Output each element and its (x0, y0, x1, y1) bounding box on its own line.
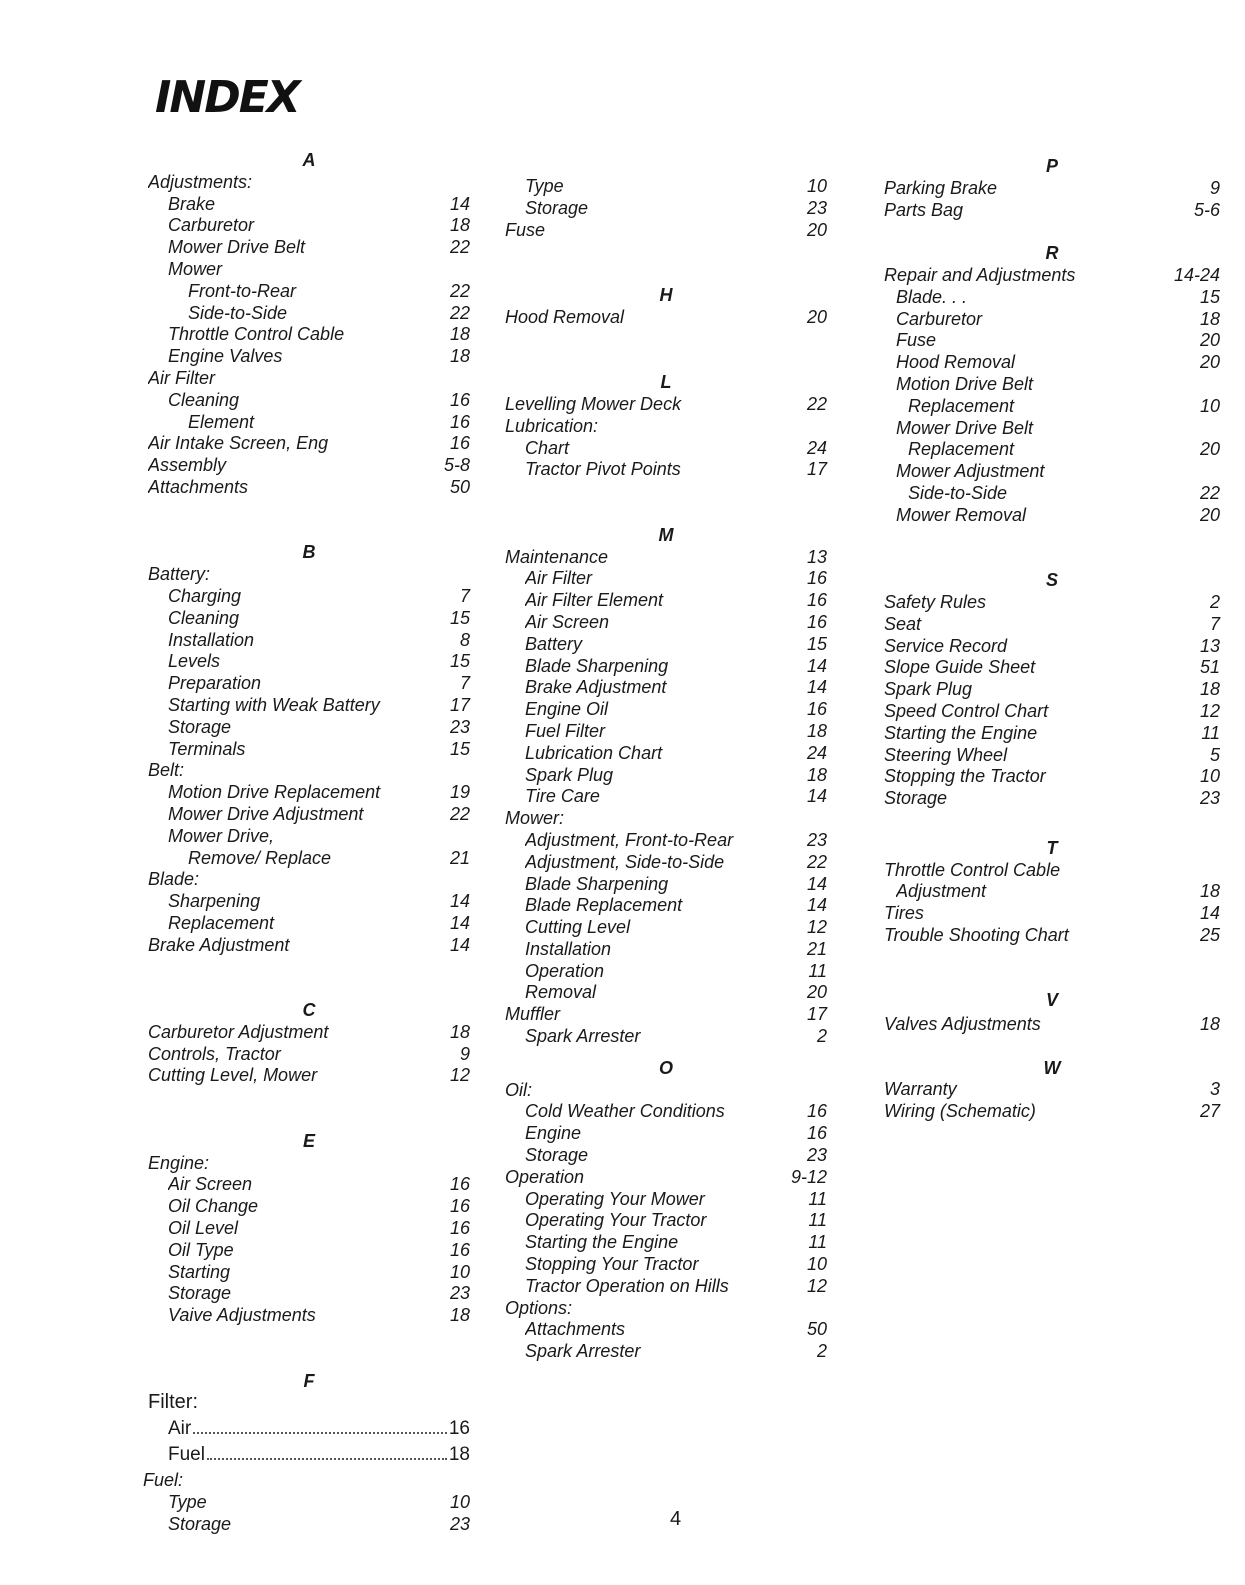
index-entry: Repair and Adjustments 14-24 (884, 264, 1220, 285)
section-letter-w: W (1043, 1057, 1061, 1078)
index-entry: Muffler 17 (505, 1004, 827, 1025)
index-entry: Charging 7 (168, 585, 470, 606)
index-entry: Blade Sharpening 14 (525, 655, 827, 676)
index-entry: Front-to-Rear 22 (188, 280, 470, 301)
index-entry: Lubrication Chart 24 (525, 742, 827, 763)
index-entry: Fuse 20 (505, 219, 827, 240)
index-entry: Wiring (Schematic) 27 (884, 1101, 1220, 1122)
index-entry: Engine Valves 18 (168, 346, 470, 367)
index-entry: Cutting Level 12 (525, 917, 827, 938)
index-entry: Chart 24 (525, 437, 827, 458)
index-entry: Air 16 (168, 1418, 470, 1440)
index-entry: Operation 11 (525, 960, 827, 981)
index-entry: Preparation 7 (168, 673, 470, 694)
index-entry: Mower Adjustment (896, 461, 1045, 482)
index-entry: Fuel 18 (168, 1444, 470, 1466)
index-entry: Slope Guide Sheet 51 (884, 657, 1220, 678)
index-column-1 (143, 150, 470, 1536)
index-entry: Valves Adjustments 18 (884, 1014, 1220, 1035)
index-entry: Storage 23 (168, 1514, 470, 1535)
index-entry: Mower Drive Belt (896, 417, 1034, 438)
index-entry: Lubrication: (505, 415, 599, 436)
index-entry: Brake 14 (168, 193, 470, 214)
section-letter-c: C (302, 1000, 316, 1021)
index-entry: Adjustment 18 (896, 881, 1220, 902)
index-entry: Carburetor 18 (168, 215, 470, 236)
index-entry: Oil: (505, 1079, 532, 1100)
index-entry: Oil Level 16 (168, 1218, 470, 1239)
section-letter-l: L (660, 372, 672, 393)
index-entry: Mower Drive, (168, 825, 275, 846)
section-letter-r: R (1045, 243, 1059, 264)
section-letter-s: S (1045, 570, 1058, 591)
section-letter-v: V (1045, 990, 1058, 1011)
index-entry: Adjustments: (148, 171, 253, 192)
index-entry: Tires 14 (884, 903, 1220, 924)
index-entry: Type 10 (525, 176, 827, 196)
index-entry: Carburetor Adjustment 18 (148, 1021, 470, 1042)
index-entry: Air Screen 16 (168, 1174, 470, 1195)
page-number: 4 (670, 1508, 682, 1530)
index-entry: Mower Removal 20 (896, 504, 1220, 525)
index-entry: Maintenance 13 (505, 546, 827, 567)
index-entry: Blade Replacement 14 (525, 895, 827, 916)
index-entry: Tractor Pivot Points 17 (525, 459, 827, 480)
index-entry: Throttle Control Cable 18 (168, 324, 470, 345)
index-entry: Battery: (148, 564, 211, 585)
index-entry: Brake Adjustment 14 (148, 934, 470, 955)
index-entry: Parts Bag 5-6 (884, 199, 1220, 220)
index-entry: Storage 23 (525, 197, 827, 218)
index-entry: Mower Drive Belt 22 (168, 237, 470, 258)
index-entry: Steering Wheel 5 (884, 744, 1220, 765)
index-entry: Storage 23 (168, 1283, 470, 1304)
section-letter-m: M (658, 524, 674, 545)
index-entry: Starting the Engine 11 (525, 1232, 827, 1253)
index-entry: Replacement 10 (908, 395, 1220, 416)
index-entry: Stopping the Tractor 10 (884, 766, 1220, 787)
index-entry: Storage 23 (884, 788, 1220, 809)
page-title: INDEX (155, 72, 299, 123)
section-letter-f: F (303, 1370, 315, 1391)
index-entry: Spark Plug 18 (525, 764, 827, 785)
section-letter-o: O (658, 1057, 673, 1078)
index-entry: Speed Control Chart 12 (884, 700, 1220, 721)
index-entry: Tire Care 14 (525, 786, 827, 807)
index-entry: Brake Adjustment 14 (525, 677, 827, 698)
index-column-2 (505, 176, 827, 1363)
index-entry: Attachments 50 (525, 1319, 827, 1340)
index-entry: Blade: (148, 869, 200, 890)
index-entry: Hood Removal 20 (505, 306, 827, 327)
index-entry: Blade. . . 15 (896, 286, 1220, 307)
index-entry: Adjustment, Front-to-Rear 23 (525, 829, 827, 850)
index-entry: Sharpening 14 (168, 891, 470, 912)
index-entry: Air Filter 16 (525, 568, 827, 589)
index-entry: Removal 20 (525, 982, 827, 1003)
index-entry: Motion Drive Replacement 19 (168, 782, 470, 803)
index-entry: Remove/ Replace 21 (188, 847, 470, 868)
index-entry: Throttle Control Cable (884, 859, 1061, 880)
index-entry: Oil Change 16 (168, 1196, 470, 1217)
index-entry: Air Filter Element 16 (525, 590, 827, 611)
index-entry: Fuel: (143, 1470, 184, 1491)
index-entry: Cold Weather Conditions 16 (525, 1101, 827, 1122)
index-column-3 (884, 156, 1220, 1123)
index-entry: Levels 15 (168, 651, 470, 672)
index-entry: Assembly 5-8 (148, 455, 470, 476)
index-entry: Replacement 20 (908, 439, 1220, 460)
index-entry: Fuse 20 (896, 330, 1220, 351)
section-letter-h: H (659, 284, 673, 305)
index-entry: Spark Arrester 2 (525, 1341, 827, 1362)
section-letter-t: T (1046, 837, 1058, 858)
index-entry: Mower (168, 258, 223, 279)
index-entry: Motion Drive Belt (896, 373, 1034, 394)
index-entry: Engine Oil 16 (525, 699, 827, 720)
index-entry: Air Filter (148, 367, 215, 388)
index-entry: Stopping Your Tractor 10 (525, 1254, 827, 1275)
index-entry: Cleaning 15 (168, 607, 470, 628)
index-entry: Vaive Adjustments 18 (168, 1305, 470, 1326)
index-entry: Element 16 (188, 411, 470, 432)
index-entry: Oil Type 16 (168, 1239, 470, 1260)
index-entry: Terminals 15 (168, 738, 470, 759)
index-entry: Warranty 3 (884, 1079, 1220, 1100)
index-entry: Starting the Engine 11 (884, 722, 1220, 743)
section-letter-a: A (302, 150, 316, 170)
index-entry: Controls, Tractor 9 (148, 1043, 470, 1064)
index-entry: Filter: (148, 1392, 198, 1414)
section-letter-b: B (302, 542, 316, 563)
index-entry: Storage 23 (168, 716, 470, 737)
index-entry: Hood Removal 20 (896, 352, 1220, 373)
index-entry: Operating Your Tractor 11 (525, 1210, 827, 1231)
index-entry: Starting 10 (168, 1261, 470, 1282)
index-entry: Cutting Level, Mower 12 (148, 1065, 470, 1086)
index-entry: Side-to-Side 22 (188, 302, 470, 323)
index-entry: Air Intake Screen, Eng 16 (148, 433, 470, 454)
index-entry: Spark Plug 18 (884, 679, 1220, 700)
index-entry: Starting with Weak Battery 17 (168, 694, 470, 715)
index-entry: Cleaning 16 (168, 389, 470, 410)
section-letter-e: E (302, 1130, 315, 1151)
index-entry: Installation 21 (525, 938, 827, 959)
index-entry: Service Record 13 (884, 635, 1220, 656)
index-entry: Installation 8 (168, 629, 470, 650)
index-entry: Replacement 14 (168, 912, 470, 933)
index-entry: Type 10 (168, 1492, 470, 1513)
index-entry: Mower: (505, 808, 565, 829)
index-entry: Attachments 50 (148, 476, 470, 497)
index-entry: Belt: (148, 760, 185, 781)
index-entry: Storage 23 (525, 1145, 827, 1166)
index-entry: Operation 9-12 (505, 1166, 827, 1187)
index-entry: Tractor Operation on Hills 12 (525, 1275, 827, 1296)
index-entry: Mower Drive Adjustment 22 (168, 803, 470, 824)
index-entry: Side-to-Side 22 (908, 482, 1220, 503)
index-entry: Carburetor 18 (896, 308, 1220, 329)
index-entry: Fuel Filter 18 (525, 720, 827, 741)
index-entry: Air Screen 16 (525, 611, 827, 632)
index-entry: Options: (505, 1297, 573, 1318)
index-entry: Engine: (148, 1152, 210, 1173)
index-entry: Blade Sharpening 14 (525, 873, 827, 894)
index-entry: Seat 7 (884, 613, 1220, 634)
index-entry: Battery 15 (525, 633, 827, 654)
index-entry: Trouble Shooting Chart 25 (884, 924, 1220, 945)
index-entry: Engine 16 (525, 1123, 827, 1144)
index-entry: Levelling Mower Deck 22 (505, 393, 827, 414)
index-entry: Spark Arrester 2 (525, 1026, 827, 1047)
index-entry: Safety Rules 2 (884, 591, 1220, 612)
index-entry: Parking Brake 9 (884, 177, 1220, 198)
section-letter-p: P (1045, 156, 1058, 176)
index-entry: Adjustment, Side-to-Side 22 (525, 851, 827, 872)
index-entry: Operating Your Mower 11 (525, 1188, 827, 1209)
